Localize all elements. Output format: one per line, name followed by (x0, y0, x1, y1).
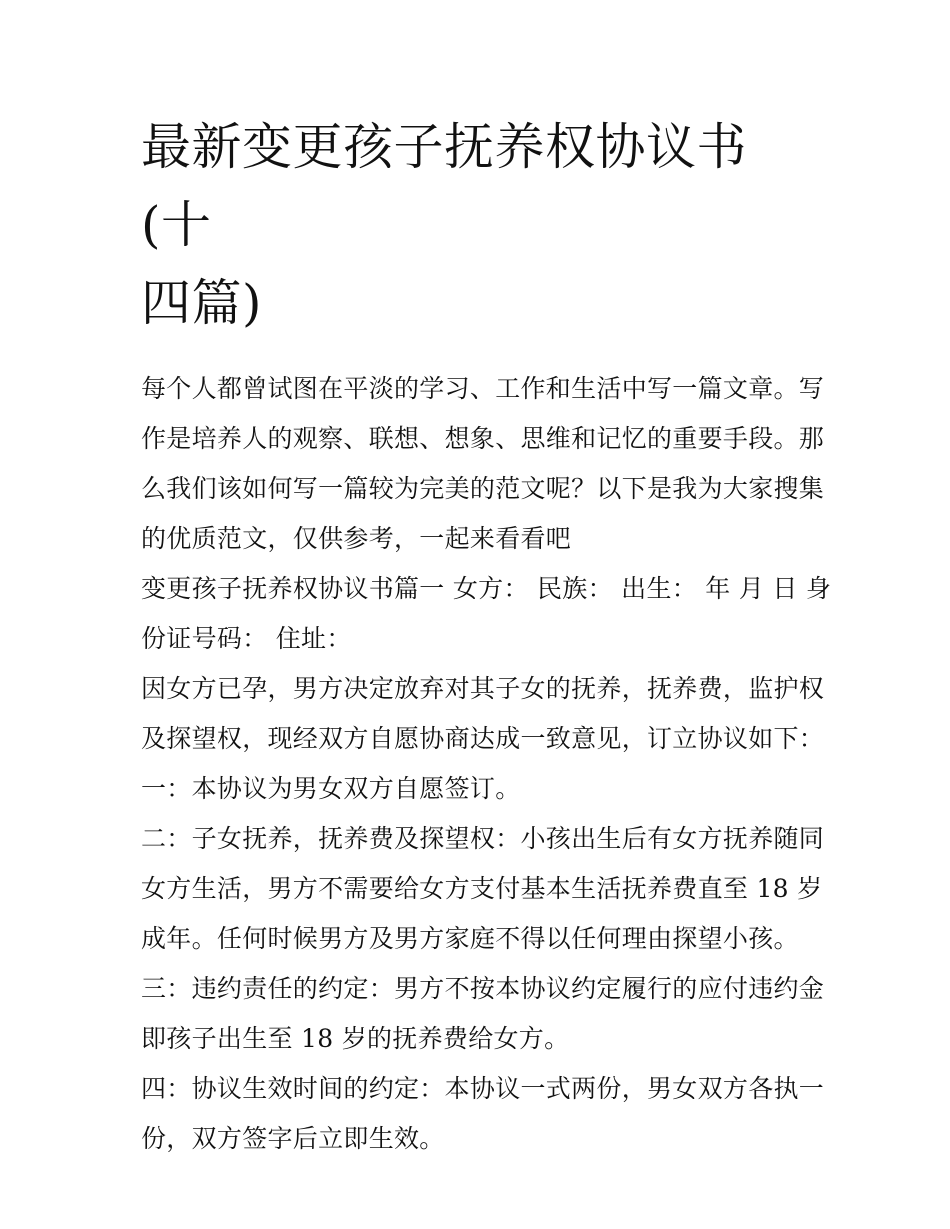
clause-four (141, 1064, 825, 1164)
paragraph-line: 么我们该如何写一篇较为完美的范文呢？以下是我为大家搜集 (141, 474, 825, 503)
paragraph-line: 变更孩子抚养权协议书篇一 女方： 民族： 出生： 年 月 日 身 (141, 574, 832, 603)
document-page (141, 108, 832, 1164)
paragraph-line: 女方生活，男方不需要给女方支付基本生活抚养费直至 18 岁 (141, 874, 823, 903)
paragraph-line: 的优质范文，仅供参考，一起来看看吧 (141, 524, 572, 553)
clause-two (141, 814, 825, 964)
paragraph-line: 因女方已孕，男方决定放弃对其子女的抚养，抚养费，监护权 (141, 674, 825, 703)
clause-three (141, 964, 825, 1064)
title-line: 四篇) (141, 274, 263, 332)
title-line: 最新变更孩子抚养权协议书(十 (141, 118, 747, 254)
paragraph-line: 每个人都曾试图在平淡的学习、工作和生活中写一篇文章。写 (141, 374, 825, 403)
paragraph-line: 份证号码： 住址： (141, 624, 352, 653)
paragraph-line: 成年。任何时候男方及男方家庭不得以任何理由探望小孩。 (141, 924, 799, 953)
paragraph-line: 作是培养人的观察、联想、想象、思维和记忆的重要手段。那 (141, 424, 825, 453)
paragraph-line: 份，双方签字后立即生效。 (141, 1124, 445, 1153)
paragraph-line: 四：协议生效时间的约定：本协议一式两份，男女双方各执一 (141, 1074, 825, 1103)
parties-paragraph (141, 564, 832, 664)
paragraph-line: 即孩子出生至 18 岁的抚养费给女方。 (141, 1024, 570, 1053)
intro-paragraph (141, 364, 825, 564)
clause-one (141, 764, 813, 814)
paragraph-line: 一：本协议为男女双方自愿签订。 (141, 774, 521, 803)
paragraph-line: 及探望权，现经双方自愿协商达成一致意见，订立协议如下： (141, 724, 825, 753)
preamble-paragraph (141, 664, 825, 764)
paragraph-line: 三：违约责任的约定：男方不按本协议约定履行的应付违约金 (141, 974, 825, 1003)
paragraph-line: 二：子女抚养，抚养费及探望权：小孩出生后有女方抚养随同 (141, 824, 825, 853)
document-title (141, 108, 813, 342)
document-body (141, 364, 832, 1164)
